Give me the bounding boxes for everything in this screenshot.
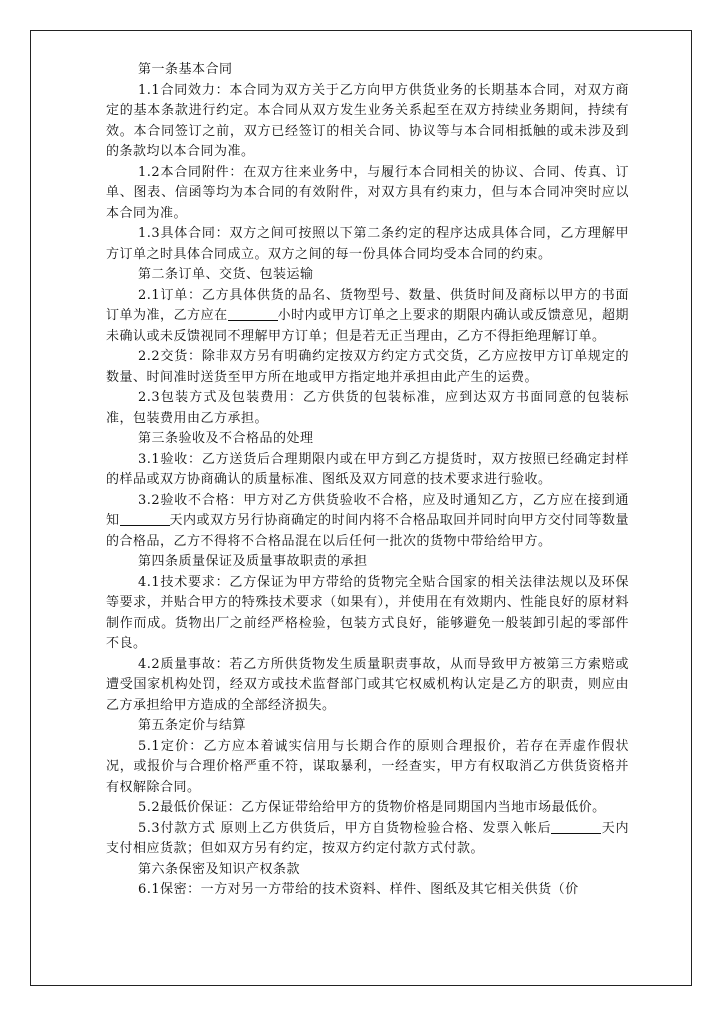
clause-2-2: 2.2交货：除非双方另有明确约定按双方约定方式交货，乙方应按甲方订单规定的数量、时间准时送货至甲方所在地或甲方指定地并承担由此产生的运费。 [106, 349, 629, 385]
clause-3-2-part-a: 3.2验收不合格：甲方对乙方供货验收不合格，应及时通知乙方，乙方应在接到通知 [106, 492, 629, 528]
clause-3-2 [106, 491, 629, 553]
fill-blank-days [120, 511, 170, 526]
fill-blank-payment-days [551, 819, 601, 834]
clause-2-1-part-b: 小时内或甲方订单之上要求的期限内确认或反馈意见，超期未确认或未反馈视同不理解甲方订单；但是若无正当理由，乙方不得拒绝理解订单。 [106, 308, 629, 344]
clause-1-2: 1.2本合同附件：在双方往来业务中，与履行本合同相关的协议、合同、传真、订单、图表、信函等均为本合同的有效附件，对双方具有约束力，但与本合同冲突时应以本合同为准。 [106, 164, 629, 221]
clause-2-1 [106, 286, 629, 348]
section-1-title: 第一条基本合同 [138, 62, 233, 77]
section-4-title: 第四条质量保证及质量事故职责的承担 [138, 554, 368, 569]
section-2-title: 第二条订单、交货、包装运输 [138, 267, 314, 282]
fill-blank-hours [228, 306, 278, 321]
clause-4-2: 4.2质量事故：若乙方所供货物发生质量职责事故，从而导致甲方被第三方索赔或遭受国家机构处罚，经双方或技术监督部门或其它权威机构认定是乙方的职责，则应由乙方承担给甲方造成的全部经济损失。 [106, 656, 629, 713]
clause-2-3: 2.3包装方式及包装费用：乙方供货的包装标准，应到达双方书面同意的包装标准，包装费用由乙方承担。 [106, 390, 629, 426]
clause-5-3-part-b: 天内支付相应货款；但如双方另有约定，按双方约定付款方式付款。 [106, 820, 629, 856]
clause-5-3-part-a: 5.3付款方式 原则上乙方供货后，甲方自货物检验合格、发票入帐后 [138, 820, 552, 836]
clause-1-1: 1.1合同效力：本合同为双方关于乙方向甲方供货业务的长期基本合同，对双方商定的基本条款进行约定。本合同从双方发生业务关系起至在双方持续业务期间，持续有效。本合同签订之前，双方已经签订的相关合同、协议等与本合同相抵触的或未涉及到的条款均以本合同为准。 [106, 82, 629, 159]
clause-5-2: 5.2最低价保证：乙方保证带给给甲方的货物价格是同期国内当地市场最低价。 [138, 800, 606, 815]
section-3-title: 第三条验收及不合格品的处理 [138, 431, 314, 446]
clause-2-1-part-a: 2.1订单：乙方具体供货的品名、货物型号、数量、供货时间及商标以甲方的书面订单为准，乙方应在 [106, 287, 629, 323]
section-6-title: 第六条保密及知识产权条款 [138, 861, 301, 877]
contract-document [106, 60, 629, 901]
clause-1-3: 1.3具体合同：双方之间可按照以下第二条约定的程序达成具体合同，乙方理解甲方订单之时具体合同成立。双方之间的每一份具体合同均受本合同的约束。 [106, 226, 629, 262]
section-5-title: 第五条定价与结算 [138, 718, 247, 733]
clause-3-2-part-b: 天内或双方另行协商确定的时间内将不合格品取回并同时向甲方交付同等数量的合格品，乙方不得将不合格品混在以后任何一批次的货物中带给给甲方。 [106, 513, 629, 549]
clause-5-1: 5.1定价：乙方应本着诚实信用与长期合作的原则合理报价，若存在弄虚作假状况，或报价与合理价格严重不符，谋取暴利，一经查实，甲方有权取消乙方供货资格并有权解除合同。 [106, 738, 629, 795]
clause-3-1: 3.1验收：乙方送货后合理期限内或在甲方到乙方提货时，双方按照已经确定封样的样品或双方协商确认的质量标准、图纸及双方同意的技术要求进行验收。 [106, 451, 629, 487]
clause-4-1: 4.1技术要求：乙方保证为甲方带给的货物完全贴合国家的相关法律法规以及环保等要求，并贴合甲方的特殊技术要求（如果有），并使用在有效期内、性能良好的原材料制作而成。货物出厂之前经严格检验，包装方式良好，能够避免一般装卸引起的零部件不良。 [106, 574, 629, 651]
clause-5-3 [106, 819, 629, 860]
clause-6-1: 6.1保密：一方对另一方带给的技术资料、样件、图纸及其它相关供货（价 [138, 882, 579, 897]
